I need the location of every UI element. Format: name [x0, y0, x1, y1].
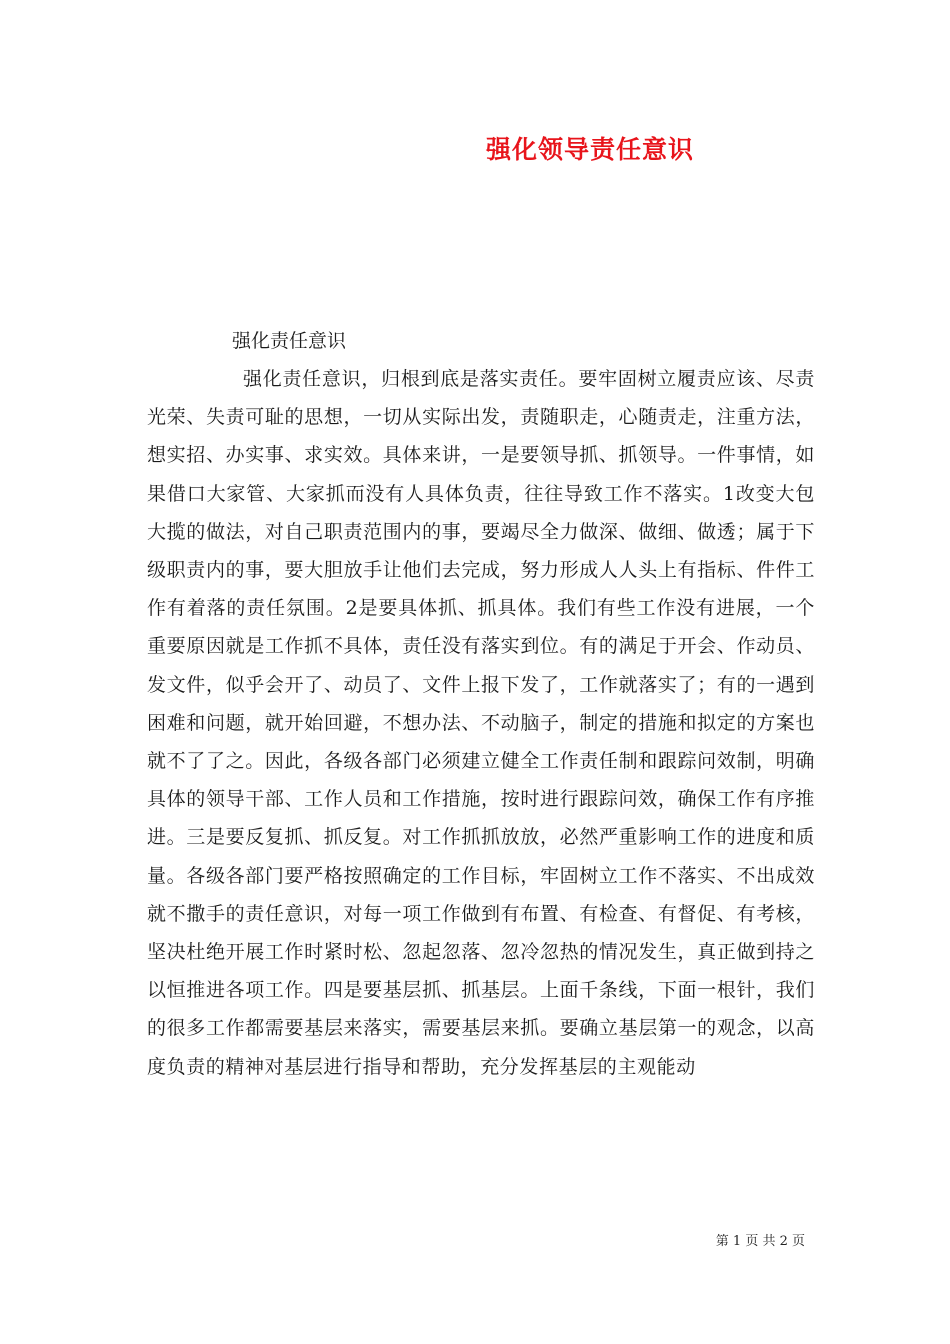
body-paragraph: 强化责任意识，归根到底是落实责任。要牢固树立履责应该、尽责光荣、失责可耻的思想，一切从实际出发，责随职走，心随责走，注重方法，想实招、办实事、求实效。具体来讲，一是要领导抓、抓领导。一件事情，如果借口大家管、大家抓而没有人具体负责，往往导致工作不落实。1改变大包大揽的做法，对自己职责范围内的事，要竭尽全力做深、做细、做透；属于下级职责内的事，要大胆放手让他们去完成，努力形成人人头上有指标、件件工作有着落的责任氛围。2是要具体抓、抓具体。我们有些工作没有进展，一个重要原因就是工作抓不具体，责任没有落实到位。有的满足于开会、作动员、发文件，似乎会开了、动员了、文件上报下发了，工作就落实了；有的一遇到困难和问题，就开始回避，不想办法、不动脑子，制定的措施和拟定的方案也就不了了之。因此，各级各部门必须建立健全工作责任制和跟踪问效制，明确具体的领导干部、工作人员和工作措施，按时进行跟踪问效，确保工作有序推进。三是要反复抓、抓反复。对工作抓抓放放，必然严重影响工作的进度和质量。各级各部门要严格按照确定的工作目标，牢固树立工作不落实、不出成效就不撒手的责任意识，对每一项工作做到有布置、有检查、有督促、有考核，坚决杜绝开展工作时紧时松、忽起忽落、忽冷忽热的情况发生，真正做到持之以恒推进各项工作。四是要基层抓、抓基层。上面千条线，下面一根针，我们的很多工作都需要基层来落实，需要基层来抓。要确立基层第一的观念，以高度负责的精神对基层进行指导和帮助，充分发挥基层的主观能动: [147, 368, 815, 1078]
page-number-footer: 第 1 页 共 2 页: [715, 1234, 805, 1249]
document-title: 强化领导责任意识: [485, 135, 694, 164]
section-heading: 强化责任意识: [232, 330, 347, 352]
